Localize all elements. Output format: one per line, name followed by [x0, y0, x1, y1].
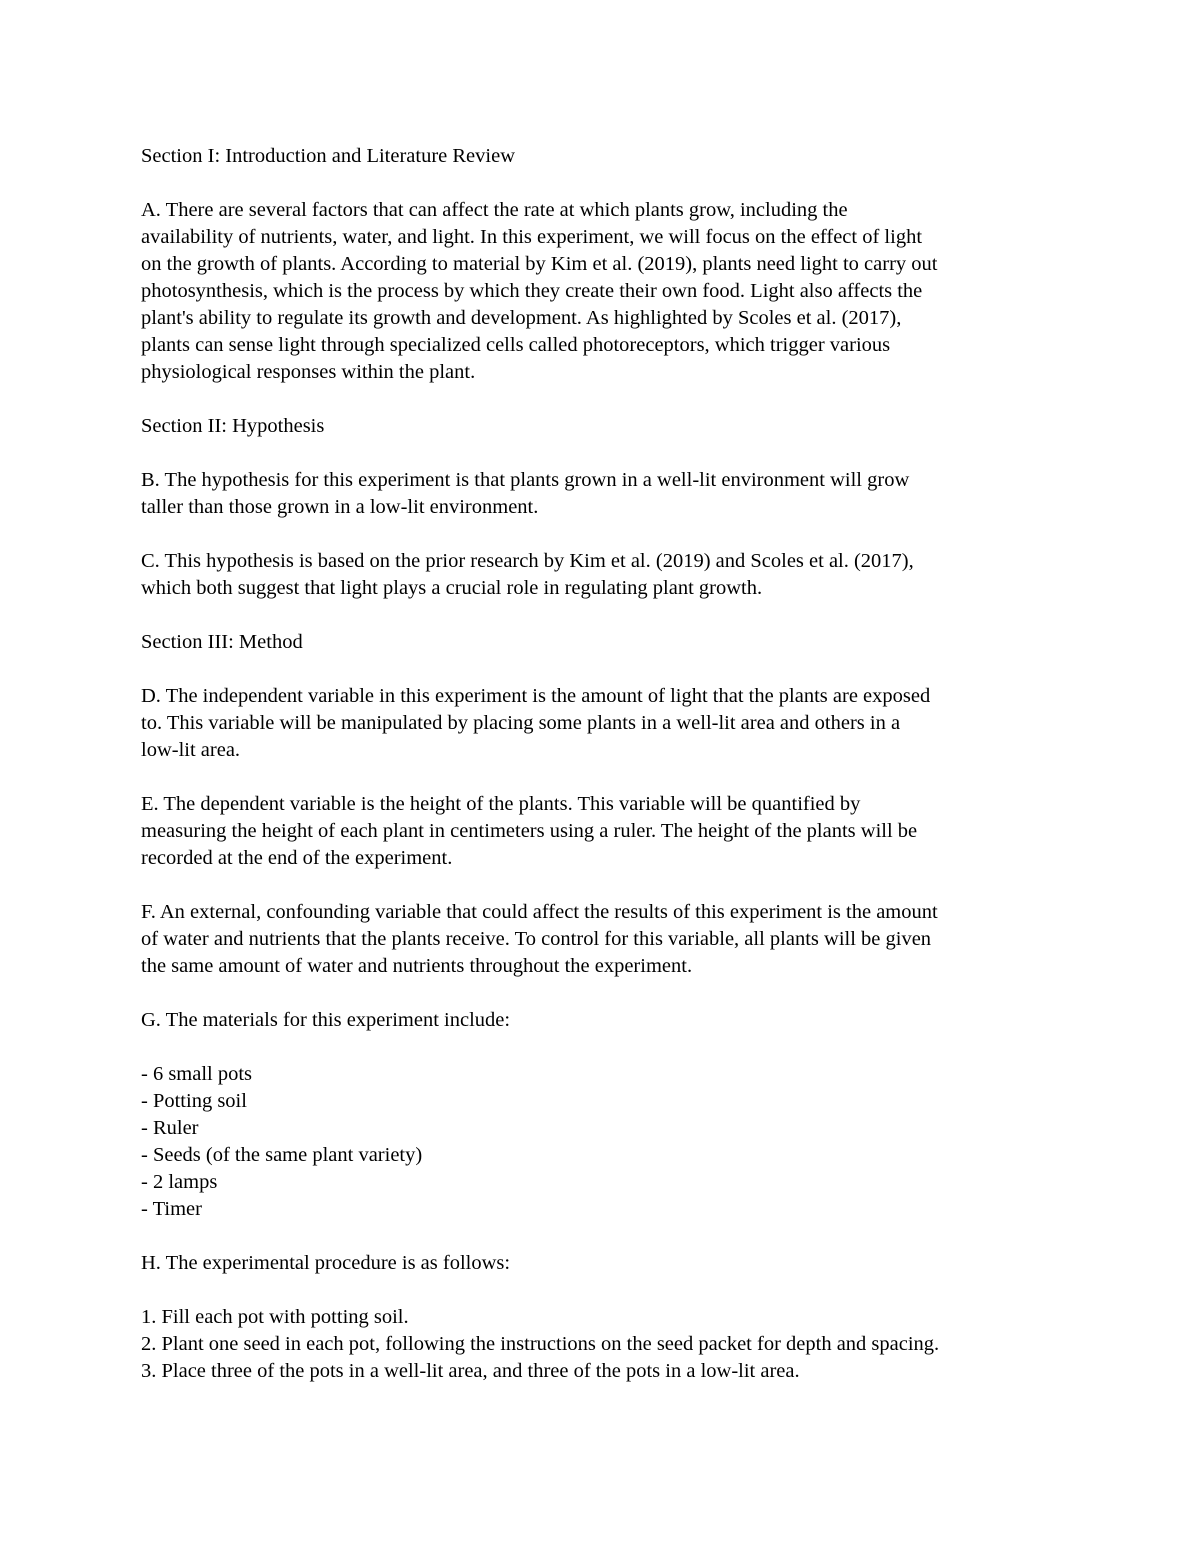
- text-line: measuring the height of each plant in centimeters using a ruler. The height of the plants will be: [141, 820, 918, 842]
- section-heading: [141, 413, 1076, 440]
- text-line: 3. Place three of the pots in a well-lit area, and three of the pots in a low-lit area.: [141, 1360, 800, 1382]
- text-line: taller than those grown in a low-lit environment.: [141, 496, 539, 518]
- text-line: D. The independent variable in this experiment is the amount of light that the plants are exposed: [141, 685, 931, 707]
- paragraph: [141, 791, 1076, 872]
- text-line: F. An external, confounding variable that could affect the results of this experiment is the amount: [141, 901, 938, 923]
- paragraph: [141, 467, 1076, 521]
- text-line: 2. Plant one seed in each pot, following the instructions on the seed packet for depth and spacing.: [141, 1333, 940, 1355]
- paragraph: [141, 1007, 1076, 1034]
- text-line: on the growth of plants. According to material by Kim et al. (2019), plants need light to carry out: [141, 253, 938, 275]
- text-line: of water and nutrients that the plants receive. To control for this variable, all plants will be given: [141, 928, 932, 950]
- text-line: - Timer: [141, 1198, 202, 1220]
- document-body: [141, 143, 1076, 1412]
- paragraph: [141, 1304, 1076, 1385]
- text-line: - Ruler: [141, 1117, 199, 1139]
- text-line: - Seeds (of the same plant variety): [141, 1144, 423, 1166]
- text-line: photosynthesis, which is the process by which they create their own food. Light also affects the: [141, 280, 923, 302]
- text-line: 1. Fill each pot with potting soil.: [141, 1306, 409, 1328]
- text-line: the same amount of water and nutrients throughout the experiment.: [141, 955, 693, 977]
- section-heading-text: Section III: Method: [141, 631, 303, 653]
- section-heading: [141, 143, 1076, 170]
- paragraph: [141, 548, 1076, 602]
- text-line: low-lit area.: [141, 739, 241, 761]
- text-line: plant's ability to regulate its growth and development. As highlighted by Scoles et al. (2017),: [141, 307, 902, 329]
- paragraph: [141, 683, 1076, 764]
- text-line: - 2 lamps: [141, 1171, 218, 1193]
- text-line: which both suggest that light plays a crucial role in regulating plant growth.: [141, 577, 763, 599]
- text-line: availability of nutrients, water, and light. In this experiment, we will focus on the effect of light: [141, 226, 923, 248]
- text-line: H. The experimental procedure is as follows:: [141, 1252, 511, 1274]
- text-line: A. There are several factors that can affect the rate at which plants grow, including the: [141, 199, 848, 221]
- text-line: E. The dependent variable is the height of the plants. This variable will be quantified by: [141, 793, 861, 815]
- text-line: - Potting soil: [141, 1090, 247, 1112]
- text-line: recorded at the end of the experiment.: [141, 847, 453, 869]
- section-heading-text: Section I: Introduction and Literature Review: [141, 145, 516, 167]
- text-line: G. The materials for this experiment include:: [141, 1009, 511, 1031]
- text-line: plants can sense light through specialized cells called photoreceptors, which trigger various: [141, 334, 891, 356]
- text-line: B. The hypothesis for this experiment is that plants grown in a well-lit environment will grow: [141, 469, 910, 491]
- text-line: - 6 small pots: [141, 1063, 253, 1085]
- text-line: C. This hypothesis is based on the prior research by Kim et al. (2019) and Scoles et al. (2017),: [141, 550, 914, 572]
- paragraph: [141, 899, 1076, 980]
- text-line: physiological responses within the plant.: [141, 361, 476, 383]
- paragraph: [141, 197, 1076, 386]
- section-heading: [141, 629, 1076, 656]
- paragraph: [141, 1250, 1076, 1277]
- text-line: to. This variable will be manipulated by placing some plants in a well-lit area and others in a: [141, 712, 901, 734]
- paragraph: [141, 1061, 1076, 1223]
- section-heading-text: Section II: Hypothesis: [141, 415, 325, 437]
